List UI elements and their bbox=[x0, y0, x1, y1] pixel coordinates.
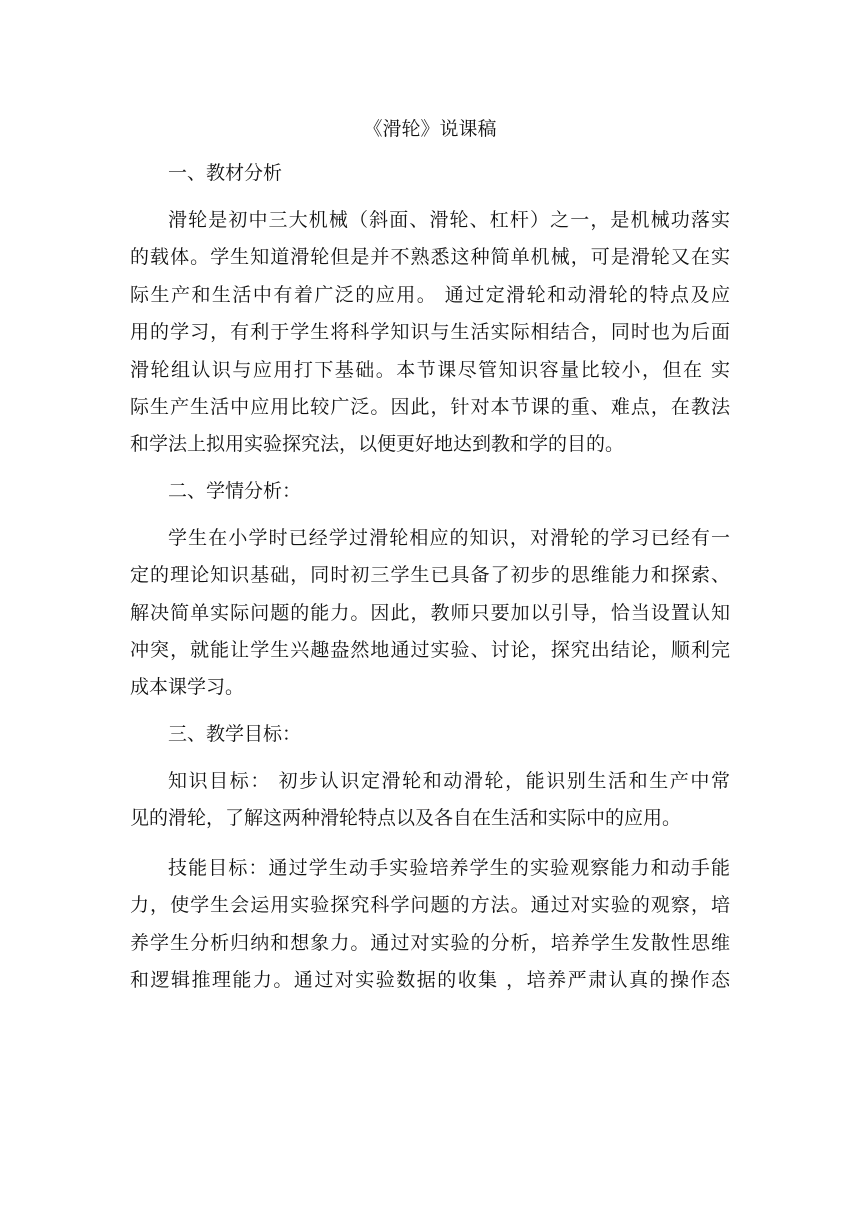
paragraph-line: 际生产生活中应用比较广泛。因此，针对本节课的重、难点，在教法 bbox=[130, 396, 730, 419]
paragraph-line: 的载体。学生知道滑轮但是并不熟悉这种简单机械，可是滑轮又在实 bbox=[130, 246, 730, 269]
paragraph-line: 技能目标：通过学生动手实验培养学生的实验观察能力和动手能 bbox=[168, 856, 730, 879]
paragraph-line: 解决简单实际问题的能力。因此，教师只要加以引导，恰当设置认知 bbox=[130, 601, 730, 624]
paragraph-line: 滑轮组认识与应用打下基础。本节课尽管知识容量比较小，但在 实 bbox=[130, 358, 730, 381]
paragraph-line: 和逻辑推理能力。通过对实验数据的收集 ，培养严肃认真的操作态 bbox=[130, 968, 730, 991]
section-heading-textbook-analysis: 一、教材分析 bbox=[168, 162, 283, 184]
paragraph-line: 滑轮是初中三大机械（斜面、滑轮、杠杆）之一，是机械功落实 bbox=[168, 209, 730, 231]
paragraph-line: 学生在小学时已经学过滑轮相应的知识，对滑轮的学习已经有一 bbox=[168, 526, 730, 549]
paragraph-line: 用的学习，有利于学生将科学知识与生活实际相结合，同时也为后面 bbox=[130, 321, 730, 344]
paragraph-skill-goal bbox=[130, 850, 730, 1000]
paragraph-line: 见的滑轮，了解这两种滑轮特点以及各自在生活和实际中的应用。 bbox=[130, 807, 682, 830]
paragraph-line: 力，使学生会运用实验探究科学问题的方法。通过对实验的观察，培 bbox=[130, 894, 730, 917]
paragraph-line: 知识目标： 初步认识定滑轮和动滑轮，能识别生活和生产中常 bbox=[168, 769, 730, 792]
paragraph-knowledge-goal bbox=[130, 763, 730, 838]
paragraph-line: 成本课学习。 bbox=[130, 676, 245, 699]
document-page bbox=[130, 112, 730, 1011]
paragraph-line: 定的理论知识基础，同时初三学生已具备了初步的思维能力和探索、 bbox=[130, 564, 730, 587]
paragraph-line: 际生产和生活中有着广泛的应用。 通过定滑轮和动滑轮的特点及应 bbox=[130, 283, 730, 306]
paragraph-line: 养学生分析归纳和想象力。通过对实验的分析，培养学生发散性思维 bbox=[130, 931, 730, 954]
paragraph-textbook-analysis bbox=[130, 202, 730, 464]
paragraph-student-analysis bbox=[130, 520, 730, 707]
paragraph-line: 冲突，就能让学生兴趣盎然地通过实验、讨论，探究出结论，顺利完 bbox=[130, 639, 730, 662]
section-heading-teaching-goals: 三、教学目标： bbox=[168, 722, 302, 745]
section-heading-student-analysis: 二、学情分析： bbox=[168, 479, 302, 502]
document-title: 《滑轮》说课稿 bbox=[363, 118, 497, 140]
paragraph-line: 和学法上拟用实验探究法，以便更好地达到教和学的目的。 bbox=[130, 433, 625, 456]
